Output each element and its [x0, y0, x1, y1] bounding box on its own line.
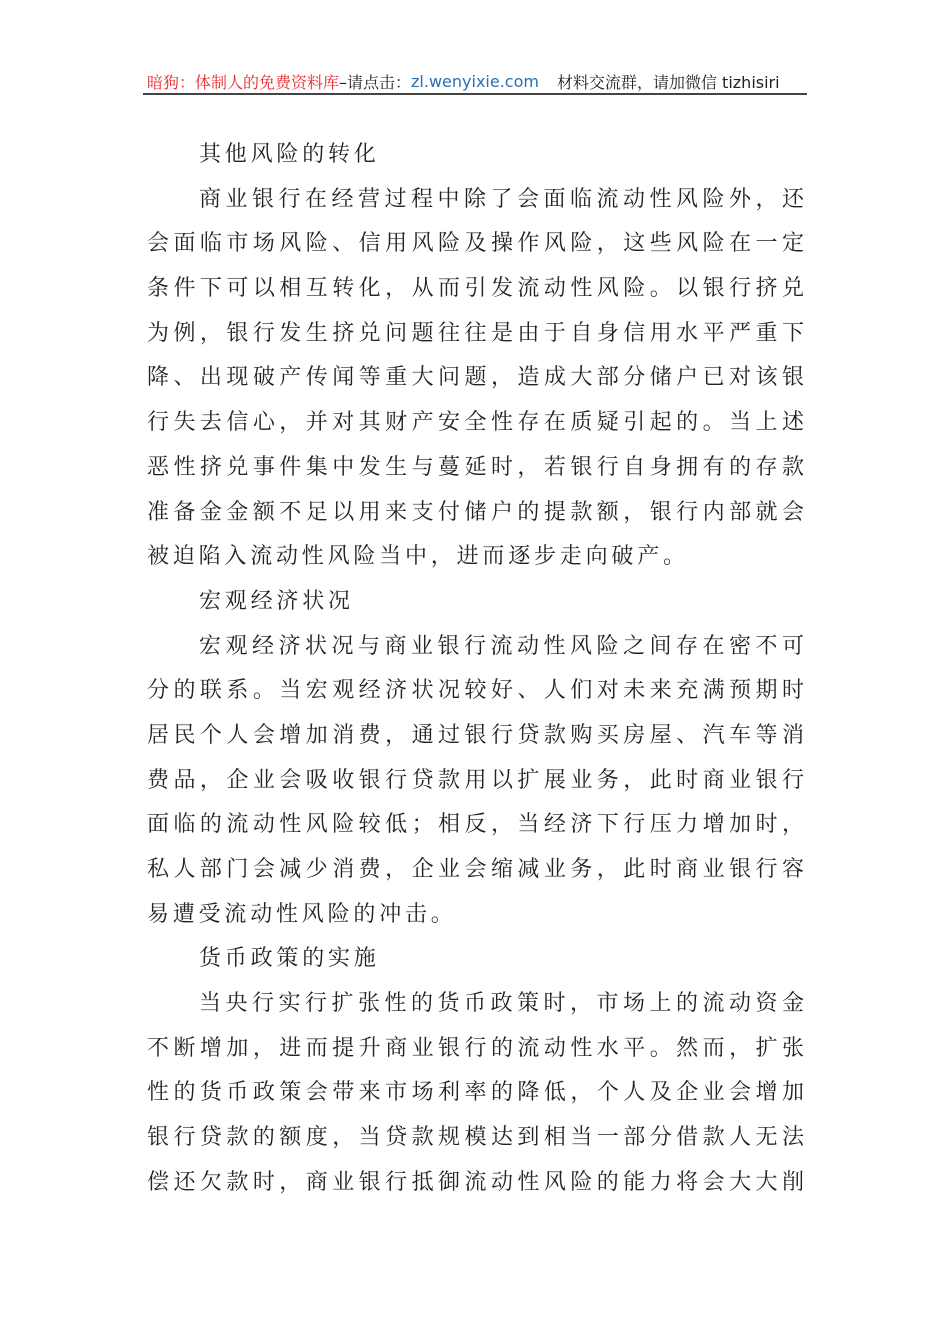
paragraph-line: 易遭受流动性风险的冲击。 — [147, 901, 457, 927]
header-rule — [143, 93, 807, 95]
paragraph-line: 为例，银行发生挤兑问题往往是由于自身信用水平严重下 — [147, 320, 804, 346]
header-prompt: –请点击： — [339, 72, 412, 92]
paragraph-line: 商业银行在经营过程中除了会面临流动性风险外，还 — [199, 186, 804, 212]
paragraph-line: 行失去信心，并对其财产安全性存在质疑引起的。当上述 — [147, 410, 804, 436]
paragraph-line: 性的货币政策会带来市场利率的降低，个人及企业会增加 — [147, 1080, 804, 1106]
paragraph-line: 面临的流动性风险较低；相反，当经济下行压力增加时， — [147, 812, 804, 838]
paragraph-line: 准备金金额不足以用来支付储户的提款额，银行内部就会 — [147, 499, 804, 525]
header-site-name: 暗狗：体制人的免费资料库 — [147, 72, 340, 92]
section-heading: 其他风险的转化 — [199, 142, 380, 167]
paragraph-line: 偿还欠款时，商业银行抵御流动性风险的能力将会大大削 — [147, 1169, 804, 1195]
watermark-header — [147, 70, 803, 92]
section-heading: 宏观经济状况 — [199, 588, 354, 614]
paragraph-line: 居民个人会增加消费，通过银行贷款购买房屋、汽车等消 — [147, 722, 804, 748]
paragraph-line: 恶性挤兑事件集中发生与蔓延时，若银行自身拥有的存款 — [147, 454, 804, 480]
paragraph-line: 私人部门会减少消费，企业会缩减业务，此时商业银行容 — [147, 857, 804, 882]
paragraph-line: 降、出现破产传闻等重大问题，造成大部分储户已对该银 — [147, 365, 804, 391]
paragraph-line: 不断增加，进而提升商业银行的流动性水平。然而，扩张 — [147, 1035, 804, 1061]
paragraph-line: 费品，企业会吸收银行贷款用以扩展业务，此时商业银行 — [147, 767, 804, 793]
header-link[interactable]: zl.wenyixie.com — [411, 71, 539, 91]
paragraph-line: 银行贷款的额度，当贷款规模达到相当一部分借款人无法 — [147, 1125, 804, 1151]
paragraph-line: 条件下可以相互转化，从而引发流动性风险。以银行挤兑 — [147, 276, 804, 302]
paragraph-line: 分的联系。当宏观经济状况较好、人们对未来充满预期时 — [147, 678, 804, 704]
paragraph-line: 宏观经济状况与商业银行流动性风险之间存在密不可 — [199, 633, 804, 659]
paragraph-line: 当央行实行扩张性的货币政策时，市场上的流动资金 — [199, 991, 804, 1017]
paragraph-line: 会面临市场风险、信用风险及操作风险，这些风险在一定 — [147, 231, 804, 257]
paragraph-line: 被迫陷入流动性风险当中，进而逐步走向破产。 — [147, 544, 689, 570]
section-heading: 货币政策的实施 — [199, 946, 380, 972]
document-body — [147, 133, 804, 1206]
header-contact: 材料交流群，请加微信 tizhisiri — [556, 72, 780, 92]
